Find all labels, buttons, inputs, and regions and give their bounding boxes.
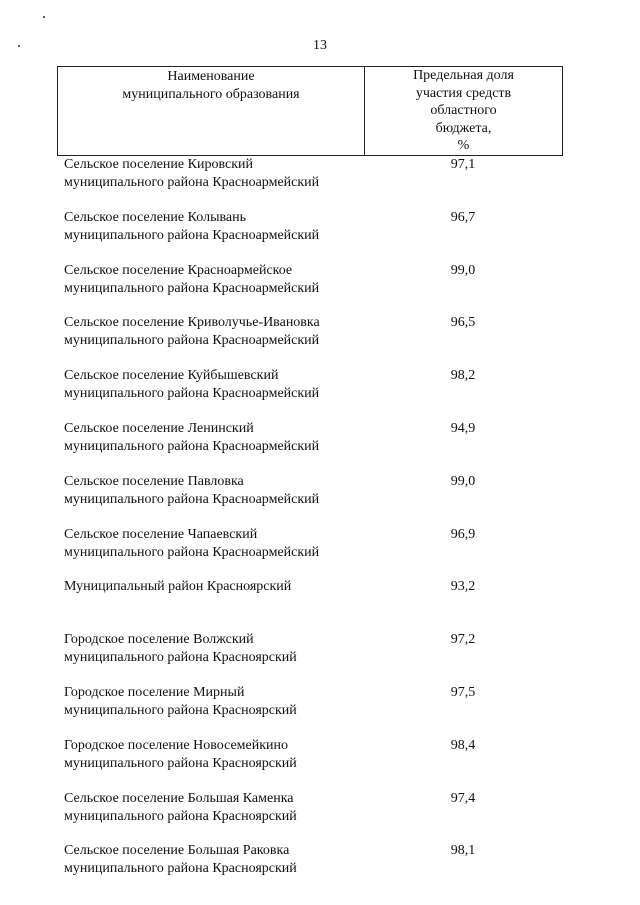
table-row [0, 578, 640, 631]
share-value: 97,4 [450, 790, 476, 806]
name-line: Сельское поселение Красноармейское [64, 262, 293, 278]
name-line: Сельское поселение Ленинский [64, 420, 254, 436]
name-line: Сельское поселение Павловка [64, 473, 244, 489]
municipality-name [64, 420, 364, 456]
header-name-column [58, 67, 365, 155]
name-line: Сельское поселение Чапаевский [64, 526, 258, 542]
municipality-name [64, 631, 364, 667]
name-line: Сельское поселение Куйбышевский [64, 368, 279, 384]
share-value: 94,9 [450, 420, 476, 436]
name-line: муниципального района Красноармейский [64, 491, 320, 507]
name-line: Сельское поселение Криволучье-Ивановка [64, 315, 320, 331]
share-value: 99,0 [450, 262, 476, 278]
municipality-name [64, 578, 364, 596]
name-line: Сельское поселение Большая Раковка [64, 843, 290, 859]
table-row [0, 790, 640, 843]
name-line: муниципального района Красноармейский [64, 280, 320, 296]
municipality-name [64, 526, 364, 562]
municipality-name [64, 367, 364, 403]
name-line: Городское поселение Волжский [64, 632, 254, 648]
table-row [0, 156, 640, 209]
name-line: муниципального района Красноярский [64, 702, 297, 718]
share-value: 98,1 [450, 843, 476, 859]
header-share-line: бюджета, [435, 120, 492, 136]
table-row [0, 684, 640, 737]
header-share-line: Предельная доля [413, 68, 514, 83]
share-value: 98,2 [450, 368, 476, 384]
name-line: Муниципальный район Красноярский [64, 579, 292, 595]
share-value: 96,9 [450, 526, 476, 542]
name-line: Сельское поселение Большая Каменка [64, 790, 294, 806]
table-row [0, 842, 640, 895]
share-value: 96,5 [450, 315, 476, 331]
name-line: муниципального района Красноармейский [64, 386, 320, 402]
municipality-name [64, 684, 364, 720]
name-line: Городское поселение Новосемейкино [64, 737, 289, 753]
header-name-line: муниципального образования [122, 87, 300, 102]
name-line: муниципального района Красноярский [64, 808, 297, 824]
share-value: 97,5 [450, 684, 476, 700]
table-header [57, 66, 563, 156]
header-share-line: областного [430, 103, 497, 118]
municipality-name [64, 262, 364, 298]
table-row [0, 473, 640, 526]
share-value: 98,4 [450, 737, 476, 753]
municipality-name [64, 790, 364, 826]
header-name-line: Наименование [167, 69, 255, 84]
municipality-name [64, 842, 364, 878]
table-row [0, 209, 640, 262]
name-line: муниципального района Красноармейский [64, 544, 320, 560]
header-share-line: % [457, 138, 470, 153]
table-row [0, 631, 640, 684]
municipality-name [64, 156, 364, 192]
name-line: Городское поселение Мирный [64, 684, 245, 700]
municipality-name [64, 737, 364, 773]
municipality-name [64, 314, 364, 350]
name-line: Сельское поселение Кировский [64, 157, 253, 172]
share-value: 97,1 [450, 157, 476, 172]
name-line: муниципального района Красноярский [64, 755, 297, 771]
share-value: 96,7 [450, 209, 476, 225]
share-value: 93,2 [450, 579, 476, 595]
share-value: 97,2 [450, 632, 476, 648]
header-share-line: участия средств [415, 85, 512, 101]
header-share-column [365, 67, 562, 155]
table-row [0, 420, 640, 473]
table-row [0, 314, 640, 367]
table-row [0, 737, 640, 790]
name-line: муниципального района Красноармейский [64, 175, 320, 190]
scan-speck [43, 16, 45, 18]
table-body [0, 156, 640, 895]
name-line: муниципального района Красноярский [64, 650, 297, 666]
municipality-name [64, 473, 364, 509]
table-row [0, 367, 640, 420]
name-line: муниципального района Красноярский [64, 861, 297, 877]
page-number: 13 [313, 38, 327, 53]
name-line: муниципального района Красноармейский [64, 227, 320, 243]
name-line: Сельское поселение Колывань [64, 209, 246, 225]
name-line: муниципального района Красноармейский [64, 333, 320, 349]
table-row [0, 526, 640, 579]
municipality-name [64, 209, 364, 245]
name-line: муниципального района Красноармейский [64, 438, 320, 454]
table-row [0, 262, 640, 315]
share-value: 99,0 [450, 473, 476, 489]
